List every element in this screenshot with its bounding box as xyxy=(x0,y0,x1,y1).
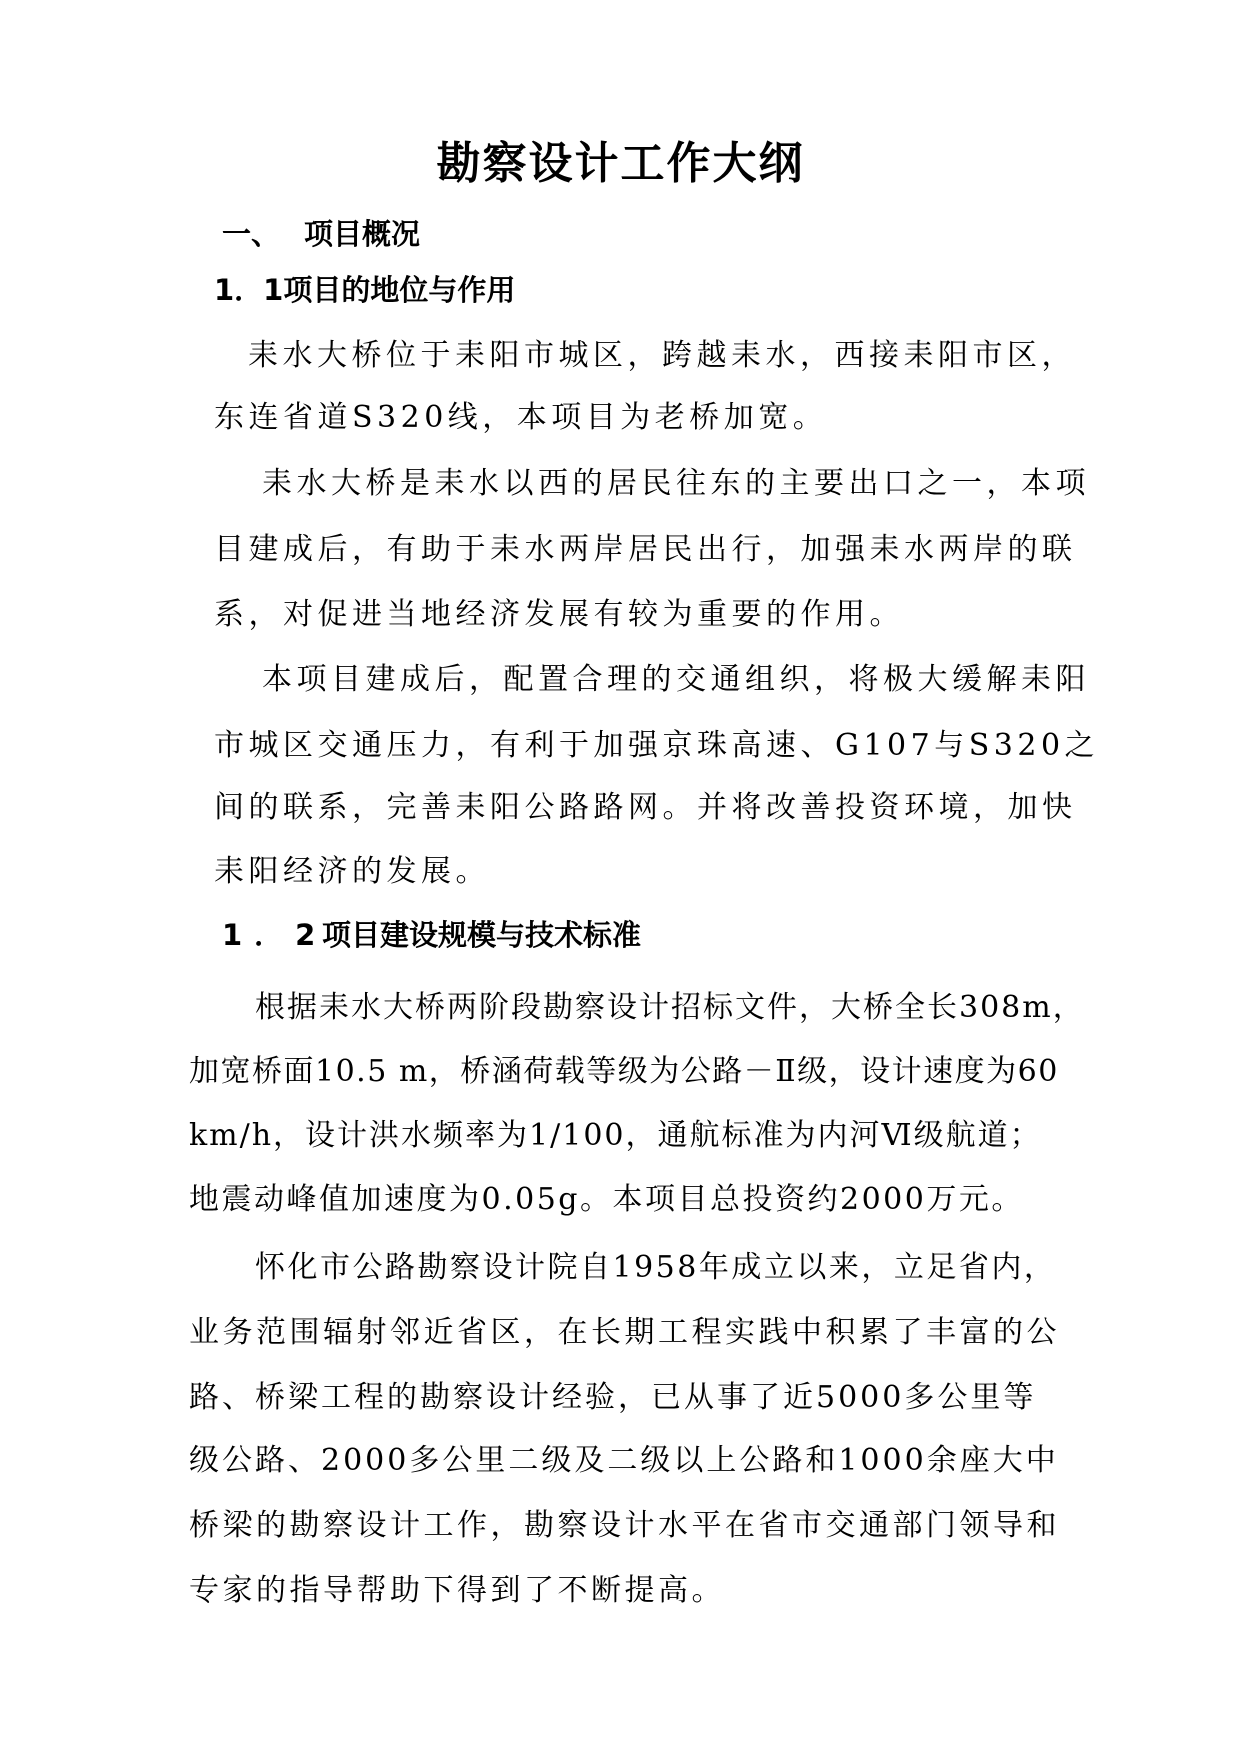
paragraph-4-line-2: 加宽桥面10.5 m，桥涵荷载等级为公路－Ⅱ级，设计速度为60 xyxy=(189,1054,1059,1089)
section-heading-1 xyxy=(222,214,420,254)
paragraph-1-line-2: 东连省道S320线，本项目为老桥加宽。 xyxy=(214,400,828,435)
paragraph-2-line-1: 耒水大桥是耒水以西的居民往东的主要出口之一，本项 xyxy=(262,466,1090,501)
paragraph-5-line-3: 路、桥梁工程的勘察设计经验，已从事了近5000多公里等 xyxy=(189,1380,1037,1415)
subsection-heading-1-1: 1．1项目的地位与作用 xyxy=(214,273,516,307)
paragraph-1-line-1: 耒水大桥位于耒阳市城区，跨越耒水，西接耒阳市区， xyxy=(248,338,1076,373)
paragraph-4-line-3: km/h，设计洪水频率为1/100，通航标准为内河Ⅵ级航道； xyxy=(189,1118,1042,1153)
section-number: 一、 xyxy=(222,217,281,251)
document-title: 勘察设计工作大纲 xyxy=(436,138,805,189)
paragraph-5-line-5: 桥梁的勘察设计工作，勘察设计水平在省市交通部门领导和 xyxy=(189,1508,1060,1543)
paragraph-3-line-2: 市城区交通压力，有利于加强京珠高速、G107与S320之 xyxy=(214,728,1100,763)
subsection-number: 1．2 xyxy=(222,918,328,952)
paragraph-3-line-3: 间的联系，完善耒阳公路路网。并将改善投资环境，加快 xyxy=(214,790,1077,825)
paragraph-3-line-1: 本项目建成后，配置合理的交通组织，将极大缓解耒阳 xyxy=(262,662,1090,697)
paragraph-2-line-3: 系，对促进当地经济发展有较为重要的作用。 xyxy=(214,597,904,632)
subsection-heading-1-2 xyxy=(222,915,641,955)
paragraph-5-line-6: 专家的指导帮助下得到了不断提高。 xyxy=(189,1573,725,1608)
paragraph-5-line-2: 业务范围辐射邻近省区，在长期工程实践中积累了丰富的公 xyxy=(189,1315,1060,1350)
section-title: 项目概况 xyxy=(304,217,421,251)
paragraph-5-line-1: 怀化市公路勘察设计院自1958年成立以来，立足省内， xyxy=(255,1250,1057,1285)
paragraph-3-line-4: 耒阳经济的发展。 xyxy=(214,854,490,889)
paragraph-5-line-4: 级公路、2000多公里二级及二级以上公路和1000余座大中 xyxy=(189,1443,1059,1478)
paragraph-4-line-4: 地震动峰值加速度为0.05g。本项目总投资约2000万元。 xyxy=(189,1182,1024,1217)
paragraph-2-line-2: 目建成后，有助于耒水两岸居民出行，加强耒水两岸的联 xyxy=(214,532,1077,567)
subsection-title: 项目建设规模与技术标准 xyxy=(322,918,642,952)
paragraph-4-line-1: 根据耒水大桥两阶段勘察设计招标文件，大桥全长308m， xyxy=(255,990,1085,1025)
